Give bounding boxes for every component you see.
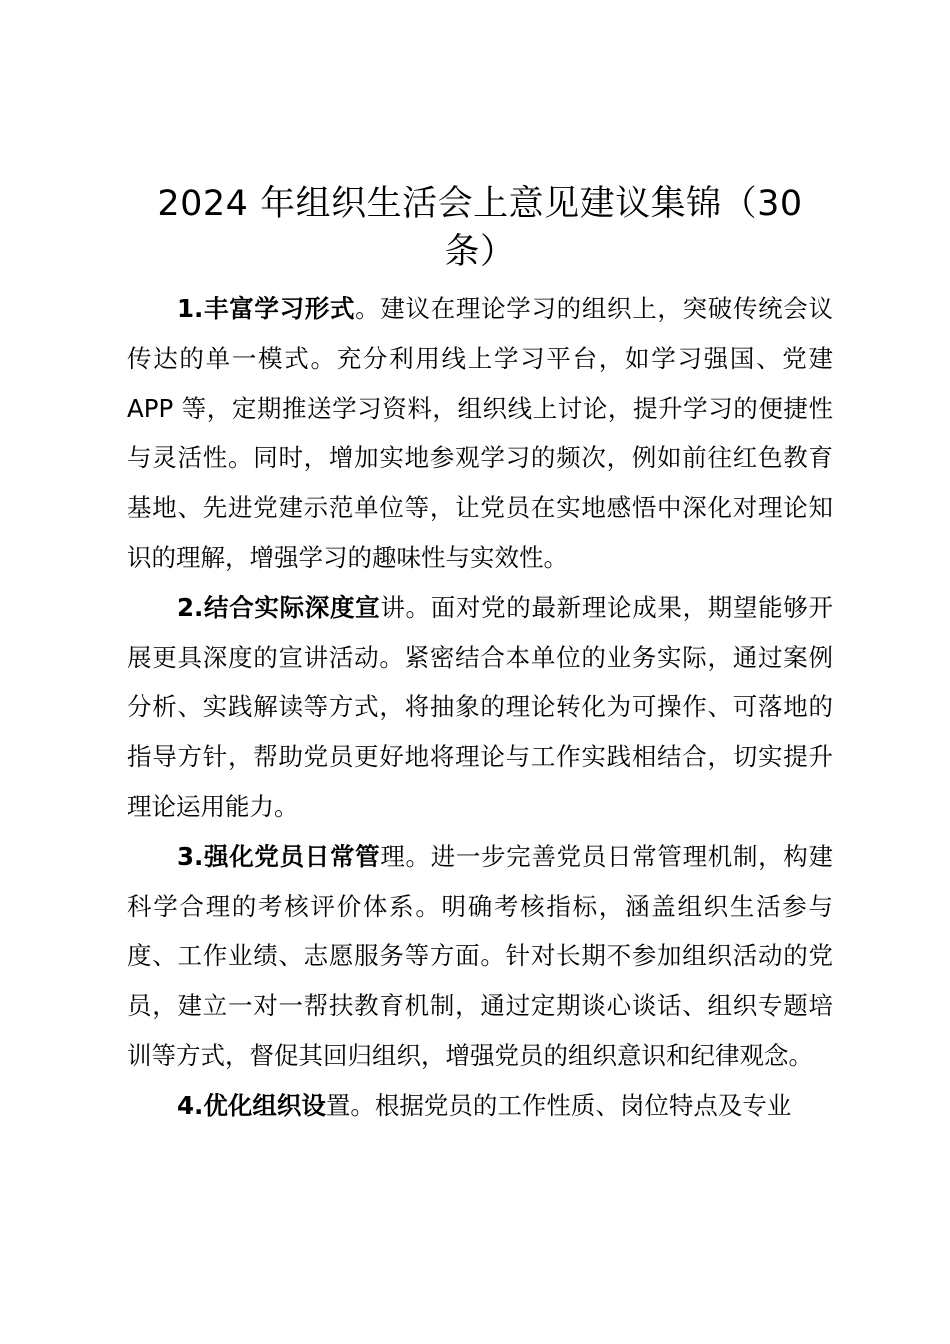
paragraph-3 [127, 832, 833, 1081]
paragraph-4 [127, 1081, 833, 1131]
paragraph-2 [127, 583, 833, 832]
paragraph-1 [127, 284, 833, 583]
document-title: 2024 年组织生活会上意见建议集锦（30 条） [157, 184, 803, 272]
paragraph-1-lead: 1.丰富学习形式 [177, 294, 356, 323]
paragraph-2-lead: 2.结合实际深度宣 [177, 592, 381, 622]
paragraph-2-body: 讲。面对党的最新理论成果，期望能够开展更具深度的宣讲活动。紧密结合本单位的业务实际，通过案例分析、实践解读等方式，将抽象的理论转化为可操作、可落地的指导方针，帮助党员更好地将理论与工作实践相结合，切实提升理论运用能力。 [127, 592, 833, 821]
paragraph-4-lead: 4.优化组织设 [177, 1090, 326, 1120]
paragraph-1-body: 。建议在理论学习的组织上，突破传统会议传达的单一模式。充分利用线上学习平台，如学习强国、党建 APP 等，定期推送学习资料，组织线上讨论，提升学习的便捷性与灵活性。同时，增加实地参观学习的频次，例如前往红色教育基地、先进党建示范单位等，让党员在实地感悟中深化对理论知识的理解，增强学习的趣味性与实效性。 [127, 294, 833, 572]
paragraph-3-lead: 3.强化党员日常管 [177, 841, 381, 871]
paragraph-4-body: 置。根据党员的工作性质、岗位特点及专业 [325, 1090, 792, 1120]
document-page [127, 180, 833, 1131]
paragraph-3-body: 理。进一步完善党员日常管理机制，构建科学合理的考核评价体系。明确考核指标，涵盖组织生活参与度、工作业绩、志愿服务等方面。针对长期不参加组织活动的党员，建立一对一帮扶教育机制，通过定期谈心谈话、组织专题培训等方式，督促其回归组织，增强党员的组织意识和纪律观念。 [127, 841, 833, 1070]
